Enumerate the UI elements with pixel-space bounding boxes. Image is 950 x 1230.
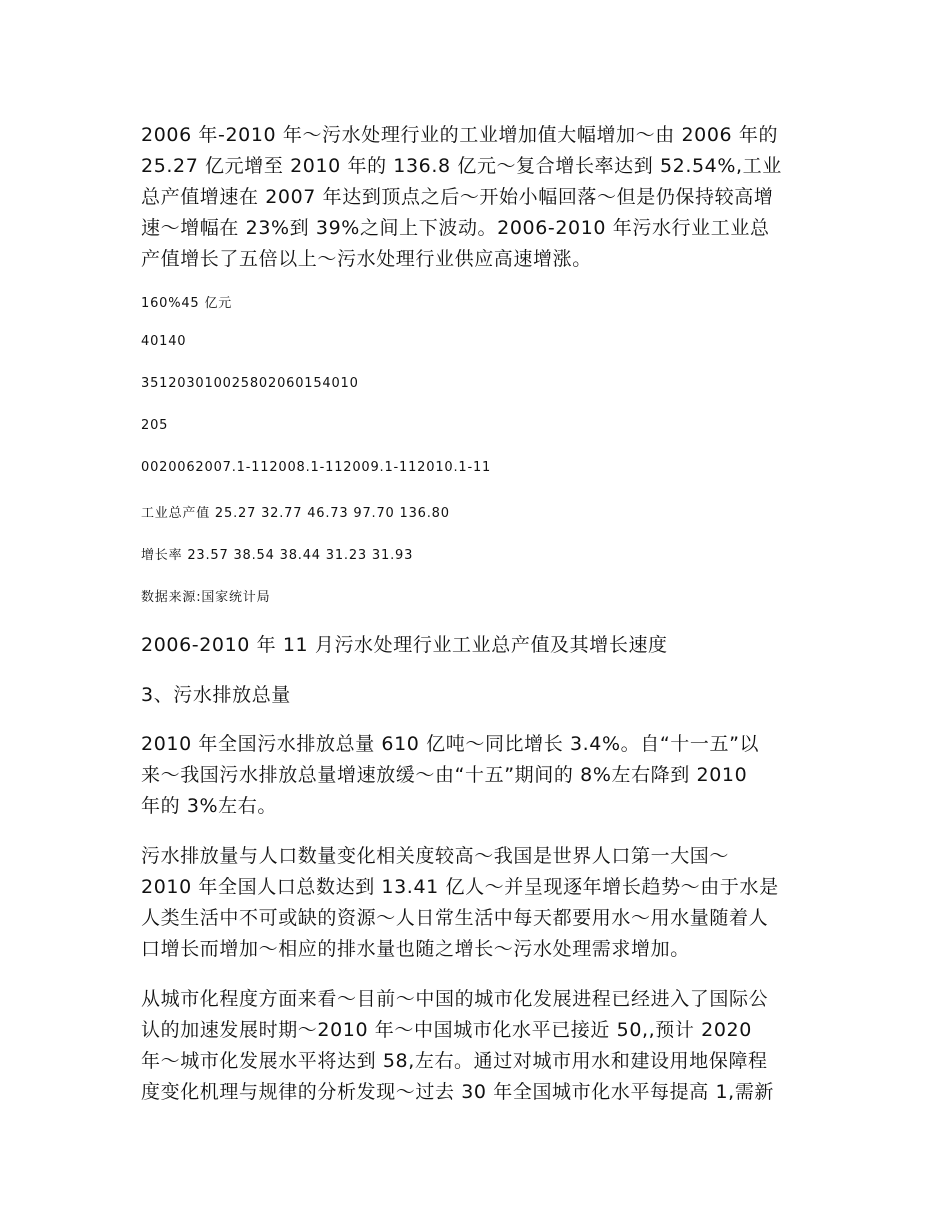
chart-series-growth: 增长率 23.57 38.54 38.44 31.23 31.93 [141, 548, 414, 563]
paragraph-1-line-1: 2006 年-2010 年～污水处理行业的工业增加值大幅增加～由 2006 年的 [141, 124, 779, 146]
paragraph-4-line-3: 年～城市化发展水平将达到 58,左右。通过对城市用水和建设用地保障程 [141, 1050, 768, 1072]
paragraph-3-line-3: 人类生活中不可或缺的资源～人日常生活中每天都要用水～用水量随着人 [141, 907, 769, 929]
paragraph-3-line-2: 2010 年全国人口总数达到 13.41 亿人～并呈现逐年增长趋势～由于水是 [141, 876, 779, 898]
chart-axis-text-2: 40140 [141, 334, 187, 349]
paragraph-4-line-2: 认的加速发展时期～2010 年～中国城市化水平已接近 50,,预计 2020 [141, 1019, 752, 1041]
paragraph-2-line-1: 2010 年全国污水排放总量 610 亿吨～同比增长 3.4%。自“十一五”以 [141, 733, 760, 755]
paragraph-1-line-4: 速～增幅在 23%到 39%之间上下波动。2006-2010 年污水行业工业总 [141, 217, 770, 239]
section-heading: 3、污水排放总量 [141, 684, 291, 706]
paragraph-1-line-3: 总产值增速在 2007 年达到顶点之后～开始小幅回落～但是仍保持较高增 [141, 186, 774, 208]
figure-caption: 2006-2010 年 11 月污水处理行业工业总产值及其增长速度 [141, 634, 668, 656]
chart-source: 数据来源:国家统计局 [141, 590, 271, 605]
chart-axis-text-1: 160%45 亿元 [141, 296, 233, 311]
paragraph-1-line-5: 产值增长了五倍以上～污水处理行业供应高速增涨。 [141, 248, 592, 270]
paragraph-3-line-1: 污水排放量与人口数量变化相关度较高～我国是世界人口第一大国～ [141, 845, 730, 867]
paragraph-2-line-3: 年的 3%左右。 [141, 795, 277, 817]
paragraph-1-line-2: 25.27 亿元增至 2010 年的 136.8 亿元～复合增长率达到 52.54%,工业 [141, 155, 782, 177]
paragraph-3-line-4: 口增长而增加～相应的排水量也随之增长～污水处理需求增加。 [141, 938, 690, 960]
paragraph-4-line-4: 度变化机理与规律的分析发现～过去 30 年全国城市化水平每提高 1,需新 [141, 1081, 775, 1103]
chart-axis-text-3: 351203010025802060154010 [141, 376, 359, 391]
chart-axis-text-4: 205 [141, 418, 169, 433]
paragraph-2-line-2: 来～我国污水排放总量增速放缓～由“十五”期间的 8%左右降到 2010 [141, 764, 748, 786]
chart-x-axis-text: 0020062007.1-112008.1-112009.1-112010.1-11 [141, 460, 492, 475]
paragraph-4-line-1: 从城市化程度方面来看～目前～中国的城市化发展进程已经进入了国际公 [141, 988, 769, 1010]
chart-series-output: 工业总产值 25.27 32.77 46.73 97.70 136.80 [141, 506, 450, 521]
